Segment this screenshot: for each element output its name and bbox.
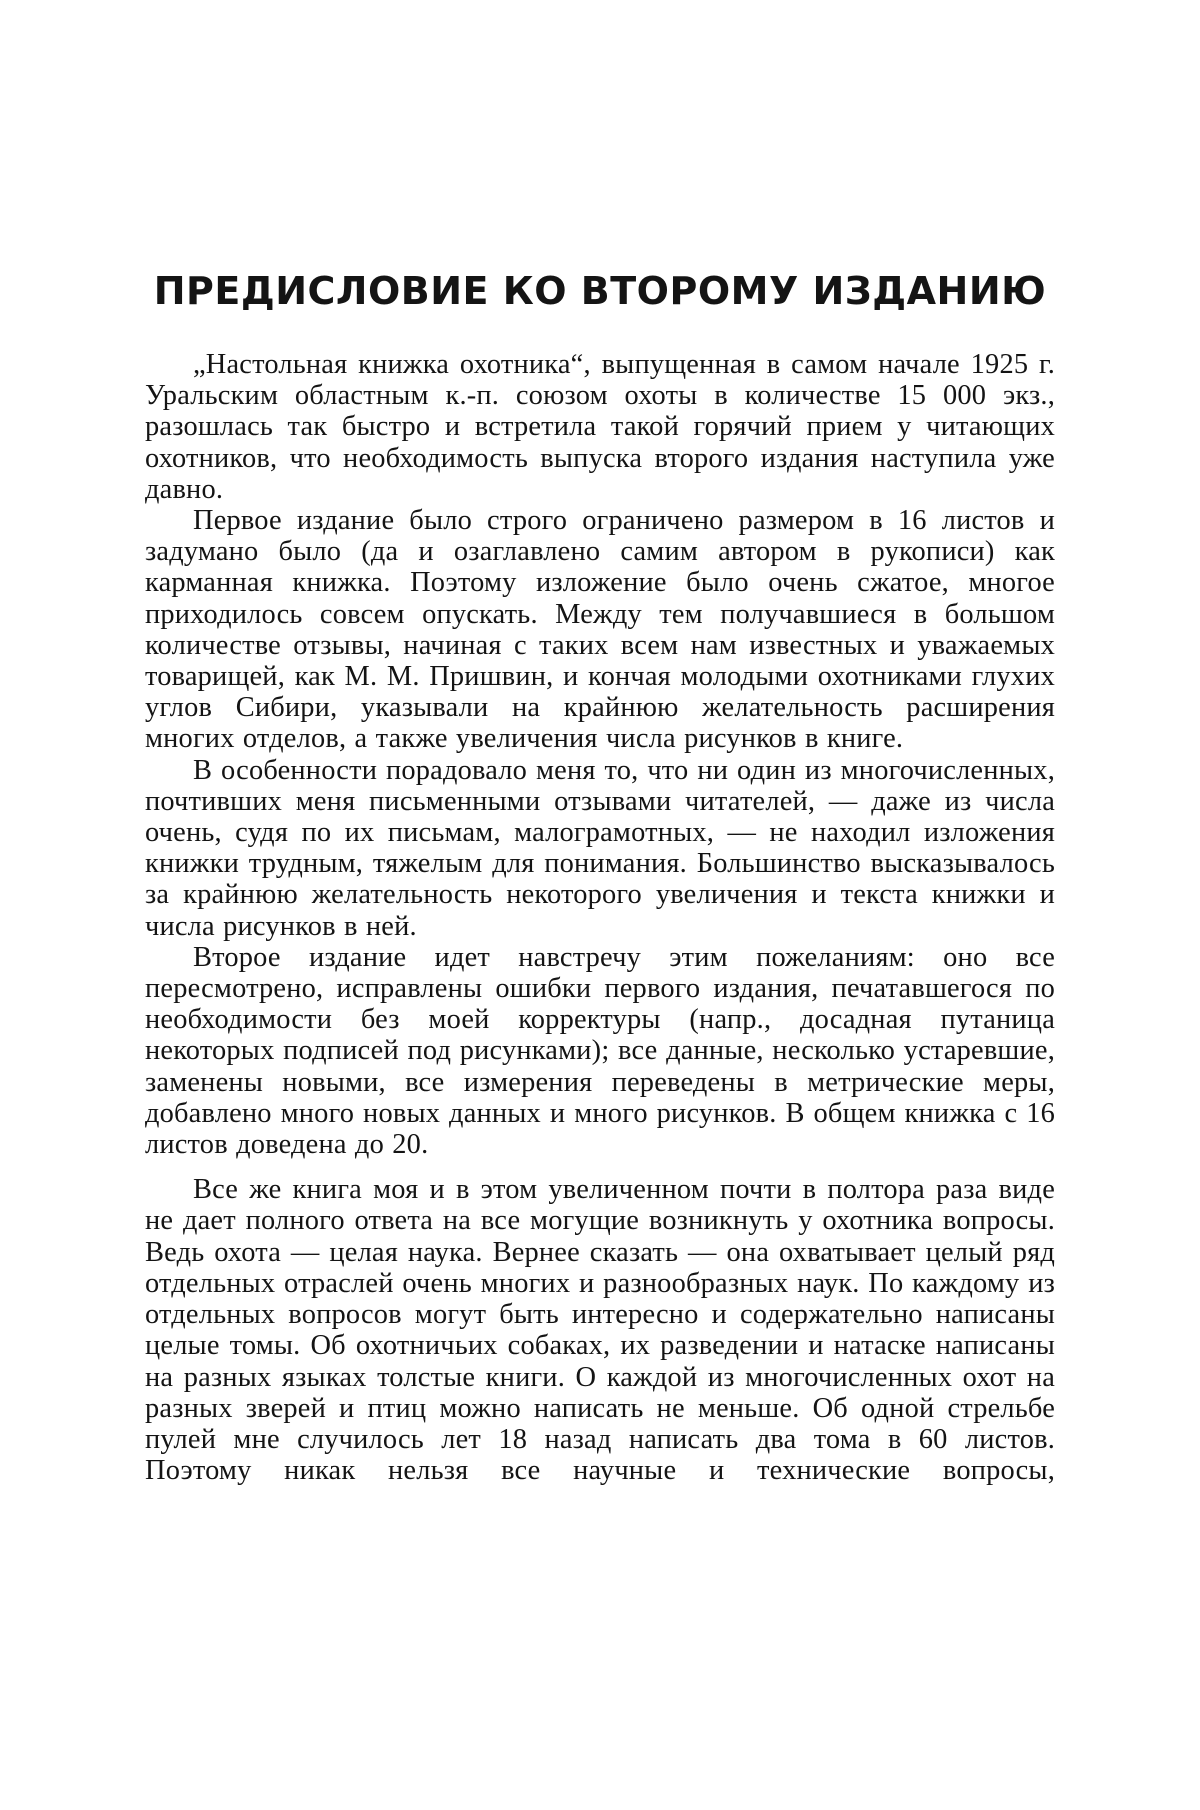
chapter-heading: ПРЕДИСЛОВИЕ КО ВТОРОМУ ИЗДАНИЮ — [153, 269, 1047, 313]
paragraph-4: Второе издание идет навстречу этим пожеланиям: оно все пересмотрено, исправлены ошибки первого издания, печатавшегося по необходимости без моей корректуры (напр., досадная путаница некоторых подписей под рисунками); все данные, несколько устаревшие, заменены новыми, все измерения переведены в метрические меры, добавлено много новых данных и много рисунков. В общем книжка с 16 листов доведена до 20. — [145, 941, 1055, 1161]
body-text — [145, 349, 1055, 1486]
paragraph-2: Первое издание было строго ограничено размером в 16 листов и задумано было (да и озаглавлено самим автором в рукописи) как карманная книжка. Поэтому изложение было очень сжатое, многое приходилось совсем опускать. Между тем получавшиеся в большом количестве отзывы, начиная с таких всем нам известных и уважаемых товарищей, как М. М. Пришвин, и кончая молодыми охотниками глухих углов Сибири, указывали на крайнюю желательность расширения многих отделов, а также увеличения числа рисунков в книге. — [145, 505, 1055, 755]
paragraph-5: Все же книга моя и в этом увеличенном почти в полтора раза виде не дает полного ответа на все могущие возникнуть у охотника вопросы. Ведь охота — целая наука. Вернее сказать — она охватывает целый ряд отдельных отраслей очень многих и разнообразных наук. По каждому из отдельных вопросов могут быть интересно и содержательно написаны целые томы. Об охотничьих собаках, их разведении и натаске написаны на разных языках толстые книги. О каждой из многочисленных охот на разных зверей и птиц можно написать не меньше. Об одной стрельбе пулей мне случилось лет 18 назад написать два тома в 60 листов. Поэтому никак нельзя все научные и технические вопросы, — [145, 1174, 1055, 1487]
paragraph-3: В особенности порадовало меня то, что ни один из многочисленных, почтивших меня письменными отзывами читателей, — даже из числа очень, судя по их письмам, малограмотных, — не находил изложения книжки трудным, тяжелым для понимания. Большинство высказывалось за крайнюю желательность некоторого увеличения и текста книжки и числа рисунков в ней. — [145, 754, 1055, 942]
paragraph-1: „Настольная книжка охотника“, выпущенная в самом начале 1925 г. Уральским областным к.-п. союзом охоты в количестве 15 000 экз., разошлась так быстро и встретила такой горячий прием у читающих охотников, что необходимость выпуска второго издания наступила уже давно. — [145, 349, 1055, 505]
